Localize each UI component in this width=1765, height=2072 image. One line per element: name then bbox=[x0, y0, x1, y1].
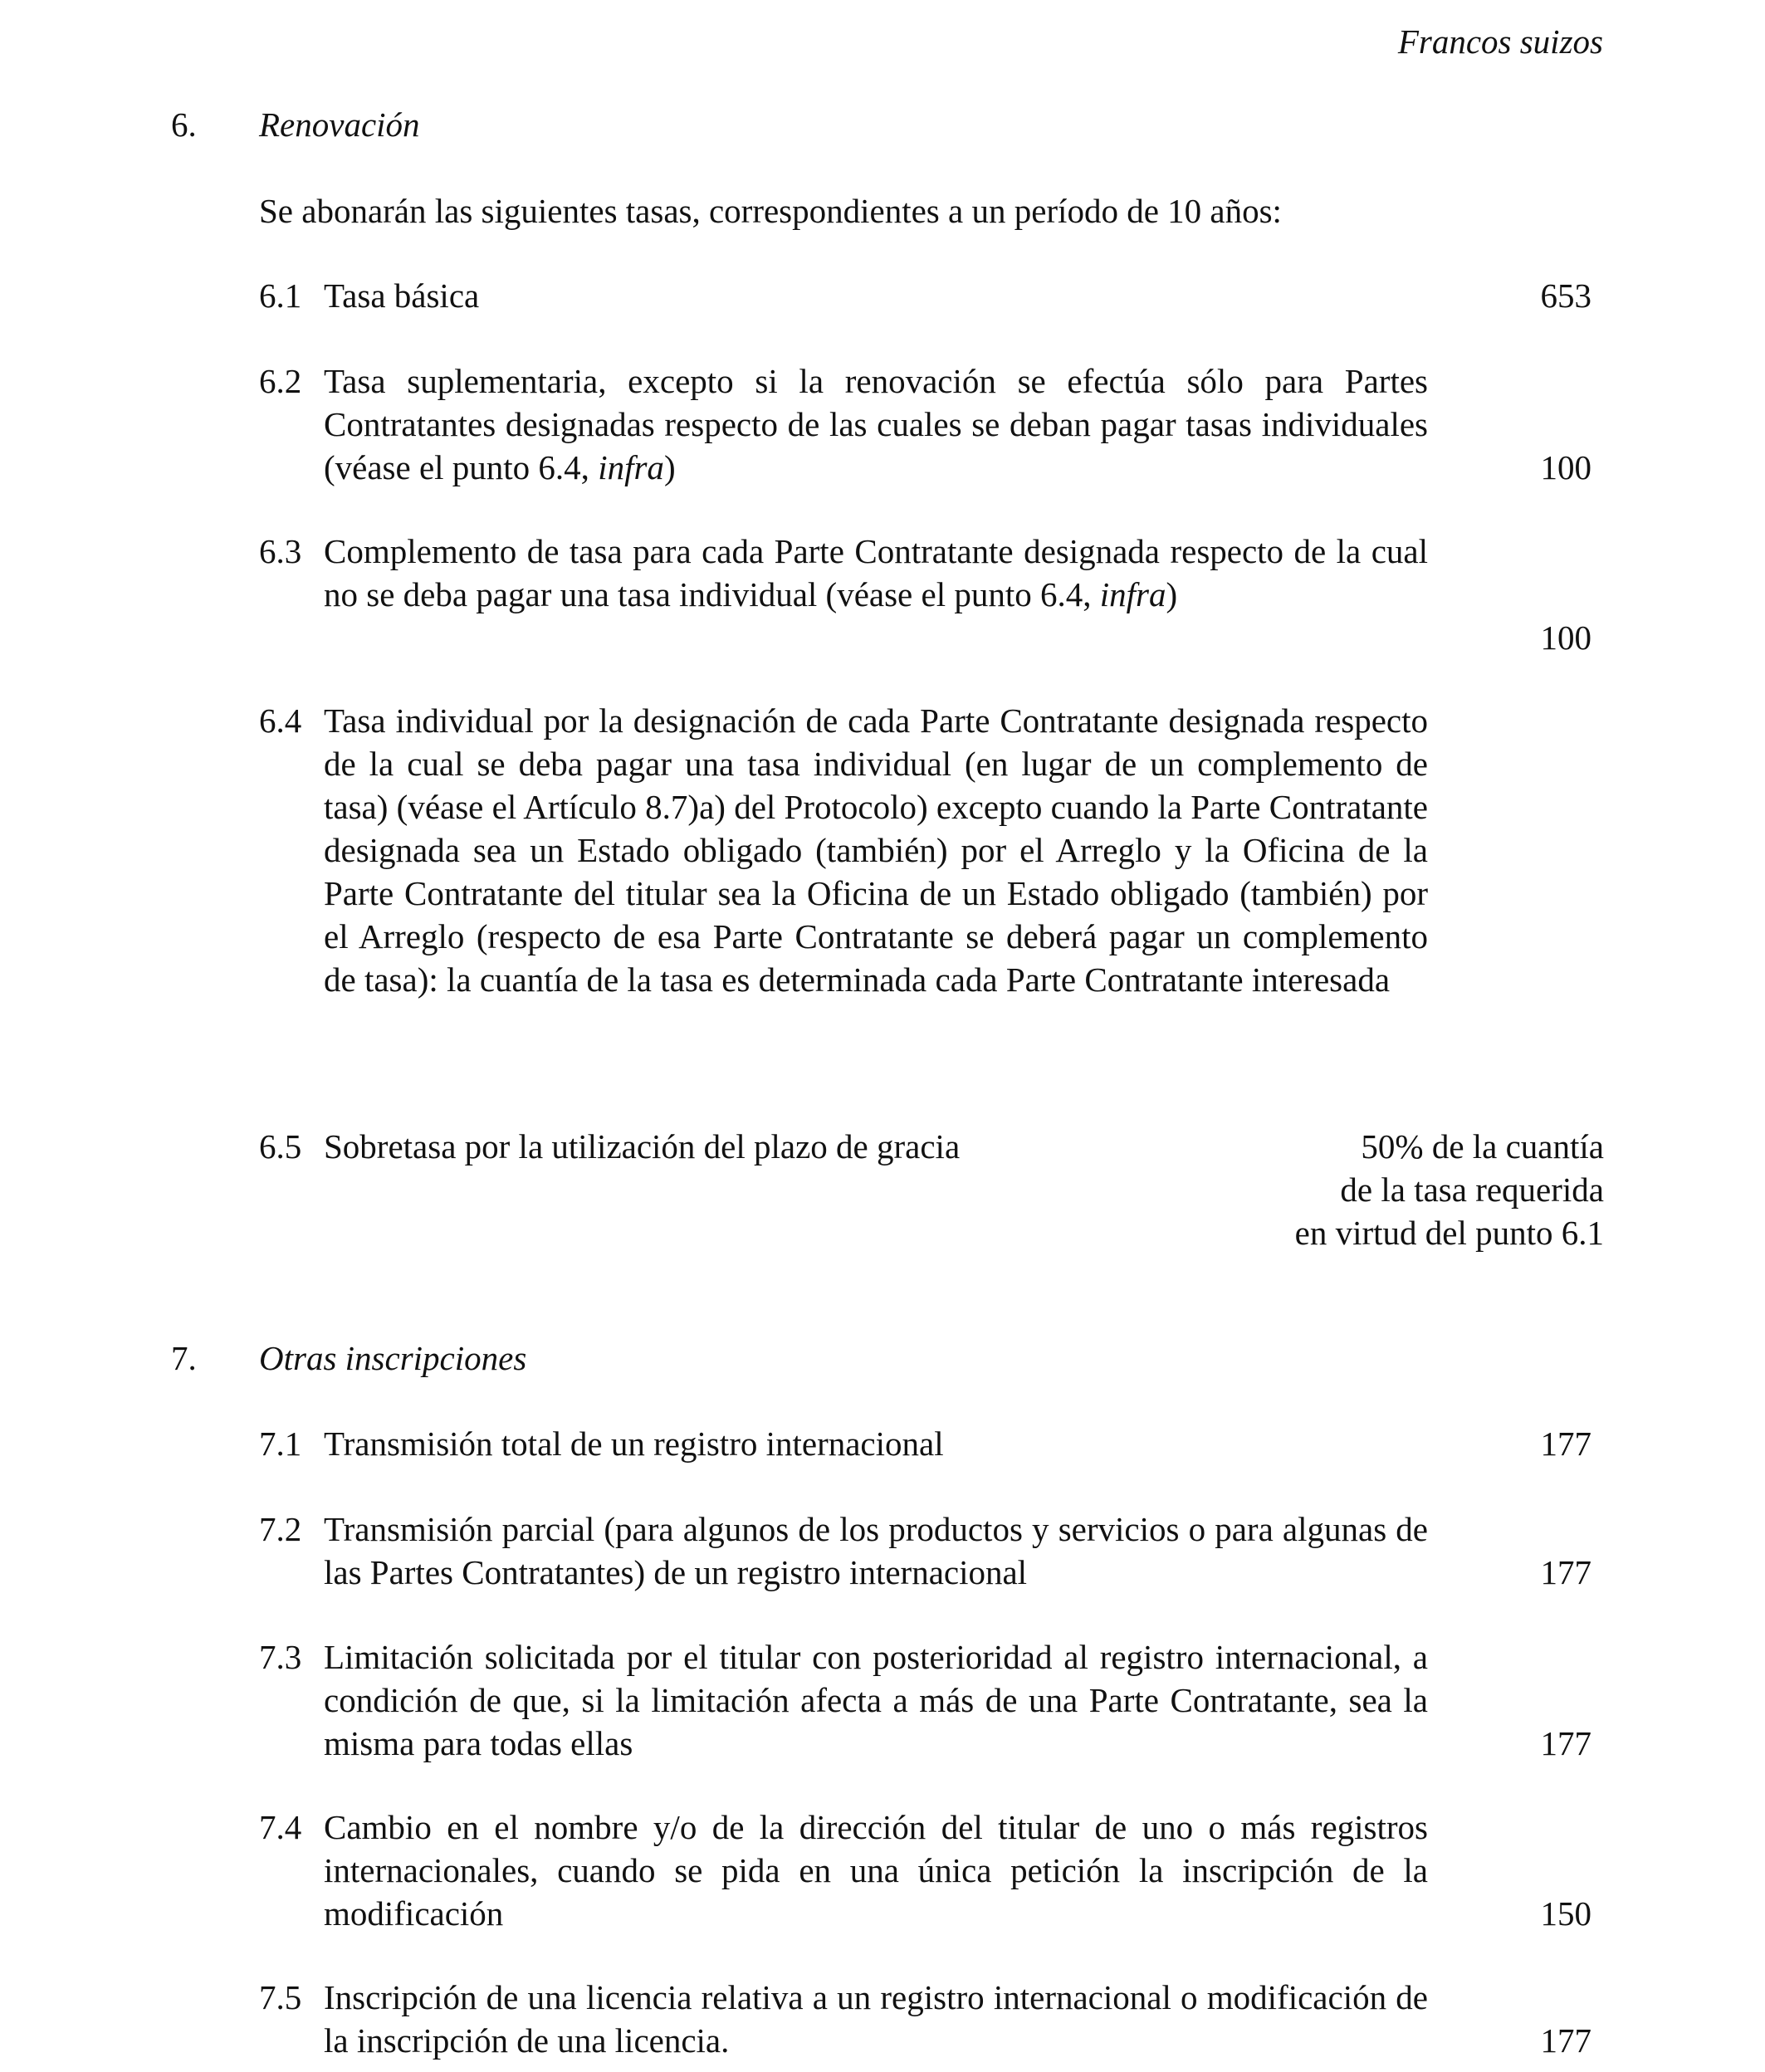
item-text: Tasa suplementaria, excepto si la renovación se efectúa sólo para Partes Contratantes designadas respecto de las cuales se deban pagar tasas individuales (véase el punto 6.4, infra) bbox=[324, 362, 1428, 486]
item-fee: 653 bbox=[1540, 276, 1591, 315]
section-number: 6. bbox=[171, 105, 197, 144]
item-text: Complemento de tasa para cada Parte Contratante designada respecto de la cual no se deba pagar una tasa individual (véase el punto 6.4, infra) bbox=[324, 532, 1428, 613]
item-fee-surcharge bbox=[1106, 1125, 1604, 1254]
item-fee: 150 bbox=[1540, 1894, 1591, 1933]
item-text: Cambio en el nombre y/o de la dirección del titular de uno o más registros internacionales, cuando se pida en una única petición la inscripción de la modificación bbox=[324, 1808, 1428, 1933]
section-title: Otras inscripciones bbox=[259, 1339, 527, 1377]
surcharge-line-1: 50% de la cuantía bbox=[1361, 1127, 1604, 1166]
surcharge-line-2: de la tasa requerida bbox=[1340, 1170, 1604, 1209]
item-text: Transmisión parcial (para algunos de los productos y servicios o para algunas de las Partes Contratantes) de un registro internacional bbox=[324, 1510, 1428, 1591]
item-number: 7.5 bbox=[259, 1978, 302, 2016]
item-number: 6.1 bbox=[259, 276, 302, 315]
item-number: 6.5 bbox=[259, 1127, 302, 1166]
currency-header: Francos suizos bbox=[1397, 22, 1603, 61]
section-title: Renovación bbox=[259, 105, 420, 144]
item-fee: 177 bbox=[1540, 1553, 1591, 1591]
item-text: Sobretasa por la utilización del plazo de gracia bbox=[324, 1127, 961, 1166]
item-fee: 177 bbox=[1540, 1724, 1591, 1762]
item-number: 6.4 bbox=[259, 701, 302, 740]
section-6-intro: Se abonarán las siguientes tasas, correspondientes a un período de 10 años: bbox=[259, 192, 1282, 230]
item-text: Inscripción de una licencia relativa a un registro internacional o modificación de la inscripción de una licencia. bbox=[324, 1978, 1428, 2060]
item-number: 7.3 bbox=[259, 1638, 302, 1676]
item-text: Tasa individual por la designación de cada Parte Contratante designada respecto de la cual se deba pagar una tasa individual (en lugar de un complemento de tasa) (véase el Artículo 8.7)a) del Protocolo) excepto cuando la Parte Contratante designada sea un Estado obligado (también) por el Arreglo y la Oficina de la Parte Contratante del titular sea la Oficina de un Estado obligado (también) por el Arreglo (respecto de esa Parte Contratante se deberá pagar un complemento de tasa): la cuantía de la tasa es determinada cada Parte Contratante interesada bbox=[324, 701, 1428, 999]
item-number: 7.4 bbox=[259, 1808, 302, 1846]
item-text: Tasa básica bbox=[324, 276, 480, 315]
item-fee: 100 bbox=[1540, 618, 1591, 657]
item-number: 7.2 bbox=[259, 1510, 302, 1548]
item-text: Limitación solicitada por el titular con posterioridad al registro internacional, a condición de que, si la limitación afecta a más de una Parte Contratante, sea la misma para todas ellas bbox=[324, 1638, 1428, 1762]
item-text: Transmisión total de un registro internacional bbox=[324, 1424, 944, 1463]
item-number: 7.1 bbox=[259, 1424, 302, 1463]
section-number: 7. bbox=[171, 1339, 197, 1377]
item-fee: 100 bbox=[1540, 448, 1591, 486]
item-fee: 177 bbox=[1540, 1424, 1591, 1463]
surcharge-line-3: en virtud del punto 6.1 bbox=[1294, 1214, 1604, 1252]
item-number: 6.3 bbox=[259, 532, 302, 570]
item-number: 6.2 bbox=[259, 362, 302, 400]
item-fee: 177 bbox=[1540, 2021, 1591, 2060]
